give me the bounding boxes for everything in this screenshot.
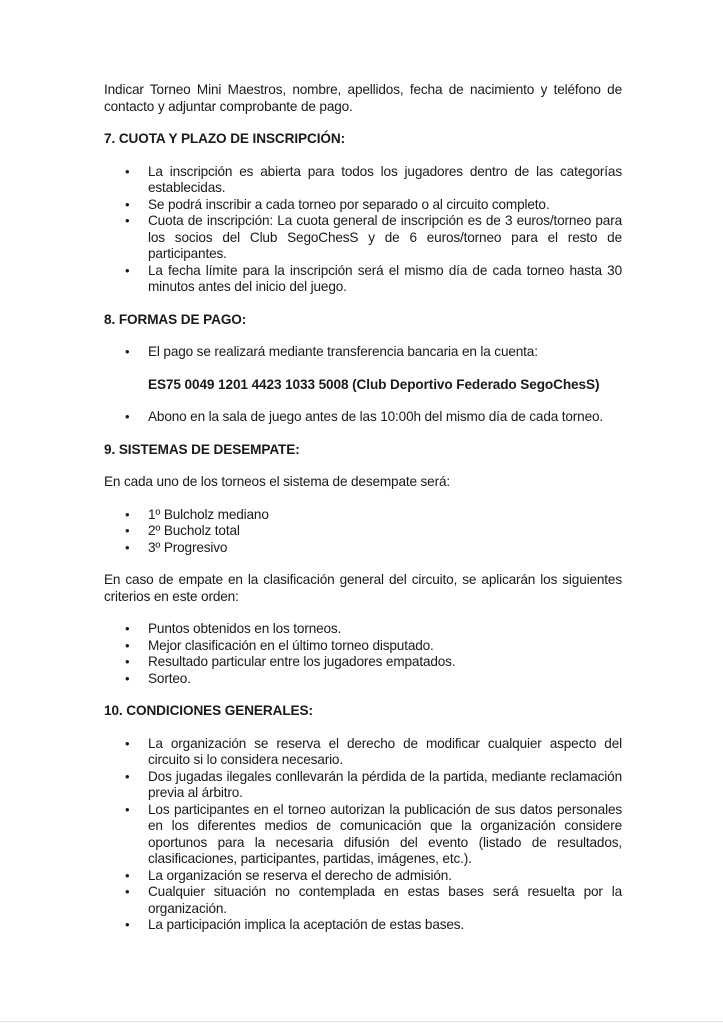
list-item [104,868,622,885]
page-bottom-edge [0,1021,723,1022]
list-item [104,507,622,524]
bullet-icon: • [125,539,130,555]
section-payment-methods [104,312,622,426]
bullet-icon: • [125,884,130,899]
list-item [104,802,622,868]
list-item [104,213,622,263]
bullet-icon: • [125,163,130,179]
document-page [104,82,622,934]
section-registration-fee [104,131,622,296]
bullet-icon: • [125,867,130,883]
bullet-icon: • [125,409,130,424]
bullet-icon: • [125,801,130,817]
section-heading: 7. CUOTA Y PLAZO DE INSCRIPCIÓN: [104,131,346,146]
section-general-conditions [104,703,622,934]
bullet-icon: • [125,654,130,669]
registration-list [104,164,622,296]
list-item-text: Los participantes en el torneo autorizan la publicación de sus datos personales en los diferentes medios de comunicación que la organización considere oportunos para la necesaria difusión del evento (listado de resultados, clasificaciones, participantes, partidas, imágenes, etc.). [148,801,622,866]
list-item-text: La inscripción es abierta para todos los jugadores dentro de las categorías establecidas. [148,163,622,195]
bullet-icon: • [125,213,130,228]
list-item [104,736,622,769]
payment-list-continued [104,409,622,426]
bullet-icon: • [125,196,130,212]
bullet-icon: • [125,735,130,751]
list-item [104,654,622,671]
list-item-text: La organización se reserva el derecho de modificar cualquier aspecto del circuito si lo considera necesario. [148,735,622,767]
list-item-text: Abono en la sala de juego antes de las 10:00h del mismo día de cada torneo. [148,409,604,424]
list-item-text: El pago se realizará mediante transferencia bancaria en la cuenta: [148,344,538,359]
bullet-icon: • [125,523,130,538]
list-item-text: Puntos obtenidos en los torneos. [148,621,342,636]
list-item-text: Mejor clasificación en el último torneo disputado. [148,637,434,653]
tiebreak-list [104,507,622,557]
bullet-icon: • [125,621,130,636]
list-item [104,769,622,802]
section-heading: 10. CONDICIONES GENERALES: [104,703,313,718]
list-item [104,409,622,426]
list-item [104,263,622,296]
list-item-text: Cualquier situación no contemplada en estas bases será resuelta por la organización. [148,884,622,916]
list-item [104,917,622,934]
bullet-icon: • [125,768,130,784]
list-item [104,344,622,361]
section-heading: 9. SISTEMAS DE DESEMPATE: [104,441,300,457]
bullet-icon: • [125,344,130,359]
bullet-icon: • [125,670,130,686]
circuit-criteria-list [104,621,622,687]
registration-instructions: Indicar Torneo Mini Maestros, nombre, apellidos, fecha de nacimiento y teléfono de contacto y adjuntar comprobante de pago. [104,82,622,114]
list-item [104,523,622,540]
list-item-text: 1º Bulcholz mediano [148,506,269,522]
payment-list [104,344,622,361]
list-item-text: Sorteo. [148,670,191,686]
list-item-text: Dos jugadas ilegales conllevarán la pérdida de la partida, mediante reclamación previa al árbitro. [148,768,622,800]
bullet-icon: • [125,262,130,278]
list-item [104,671,622,688]
bullet-icon: • [125,506,130,522]
list-item [104,197,622,214]
conditions-list [104,736,622,934]
list-item [104,638,622,655]
list-item [104,884,622,917]
list-item-text: Se podrá inscribir a cada torneo por separado o al circuito completo. [148,196,550,212]
bank-account-number: ES75 0049 1201 4423 1033 5008 (Club Deportivo Federado SegoChesS) [148,376,600,392]
list-item-text: Resultado particular entre los jugadores empatados. [148,654,456,669]
list-item-text: Cuota de inscripción: La cuota general de inscripción es de 3 euros/torneo para los socios del Club SegoChesS y de 6 euros/torneo para el resto de participantes. [148,213,622,261]
tiebreak-intro: En cada uno de los torneos el sistema de desempate será: [104,474,451,489]
bullet-icon: • [125,917,130,932]
section-tiebreak-systems [104,442,622,688]
list-item-text: La participación implica la aceptación de estas bases. [148,917,465,932]
list-item [104,621,622,638]
section-heading: 8. FORMAS DE PAGO: [104,311,247,327]
bullet-icon: • [125,637,130,653]
circuit-tiebreak-intro: En caso de empate en la clasificación general del circuito, se aplicarán los siguientes criterios en este orden: [104,572,622,604]
list-item-text: 3º Progresivo [148,539,228,555]
list-item [104,540,622,557]
list-item [104,164,622,197]
list-item-text: 2º Bucholz total [148,523,240,538]
list-item-text: La fecha límite para la inscripción será el mismo día de cada torneo hasta 30 minutos antes del inicio del juego. [148,262,622,294]
list-item-text: La organización se reserva el derecho de admisión. [148,867,452,883]
